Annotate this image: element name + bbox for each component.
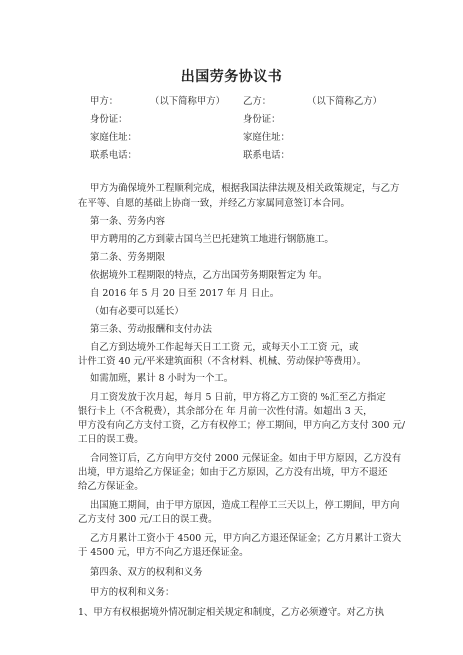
party-b-id: 身份证： [243, 114, 281, 125]
party-b-address: 家庭住址： [243, 132, 290, 143]
body-line: 在平等、自愿的基础上协商一致，并经乙方家属同意签订本合同。 [78, 198, 350, 209]
body-line: 自乙方到达境外工作起每天日工工资 元，或每天小工工资 元，或 [90, 342, 359, 353]
body-line: 出境，甲方退给乙方保证金；如由于乙方原因，乙方没有出境，甲方不退还 [78, 467, 388, 478]
body-line: 出国施工期间，由于甲方原因，造成工程停工三天以上，停工期间，甲方向 [90, 500, 400, 511]
party-a-id: 身份证： [90, 114, 128, 125]
body-line: 银行卡上（不含税费），其余部分在 年 月前一次性付清。如超出 3 天， [78, 406, 373, 417]
section-heading: 第四条、双方的权利和义务 [90, 567, 203, 578]
party-b-phone: 联系电话： [243, 150, 290, 161]
body-line: （如有必要可以延长） [90, 306, 184, 317]
body-line: 合同签订后，乙方向甲方交付 2000 元保证金。如由于甲方原因，乙方没有 [90, 453, 402, 464]
body-line: 甲方为确保境外工程顺利完成，根据我国法律法规及相关政策规定，与乙方 [90, 183, 400, 194]
body-line: 工日的误工费。 [78, 434, 144, 445]
body-line: 月工资发放于次月起，每月 5 日前，甲方将乙方工资的 %汇至乙方指定 [90, 392, 386, 403]
body-line: 乙方月累计工资小于 4500 元，甲方向乙方退还保证金；乙方月累计工资大 [90, 533, 402, 544]
party-b-label: 乙方： [243, 96, 272, 107]
body-line: 甲方的权利和义务： [90, 587, 175, 598]
party-a-phone: 联系电话： [90, 150, 137, 161]
section-heading: 第一条、劳务内容 [90, 216, 166, 227]
body-line: 甲方聘用的乙方到蒙古国乌兰巴托建筑工地进行钢筋施工。 [90, 234, 334, 245]
body-line: 如需加班，累计 8 小时为一个工。 [90, 373, 234, 384]
body-line: 自 2016 年 5 月 20 日至 2017 年 月 日止。 [90, 288, 280, 299]
body-line: 甲方没有向乙方支付工资，乙方有权停工；停工期间，甲方向乙方支付 300 元/ [78, 420, 406, 431]
body-line: 计件工资 40 元/平米建筑面积（不含材料、机械、劳动保护等费用）。 [78, 356, 367, 367]
section-heading: 第三条、劳动报酬和支付办法 [90, 324, 212, 335]
body-line: 乙方支付 300 元/工日的误工费。 [78, 514, 218, 525]
body-line: 于 4500 元，甲方不向乙方退还保证金。 [78, 547, 249, 558]
body-line: 依据境外工程期限的特点，乙方出国劳务期限暂定为 年。 [90, 270, 328, 281]
section-heading: 第二条、劳务期限 [90, 252, 166, 263]
document-title: 出国劳务协议书 [180, 69, 283, 85]
party-a-note: （以下简称甲方） [150, 96, 226, 107]
body-line: 1、甲方有权根据境外情况制定相关规定和制度，乙方必须遵守。对乙方执 [78, 607, 384, 618]
body-line: 给乙方保证金。 [78, 481, 144, 492]
party-a-address: 家庭住址： [90, 132, 137, 143]
party-a-label: 甲方： [90, 96, 119, 107]
party-b-note: （以下简称乙方） [307, 96, 383, 107]
